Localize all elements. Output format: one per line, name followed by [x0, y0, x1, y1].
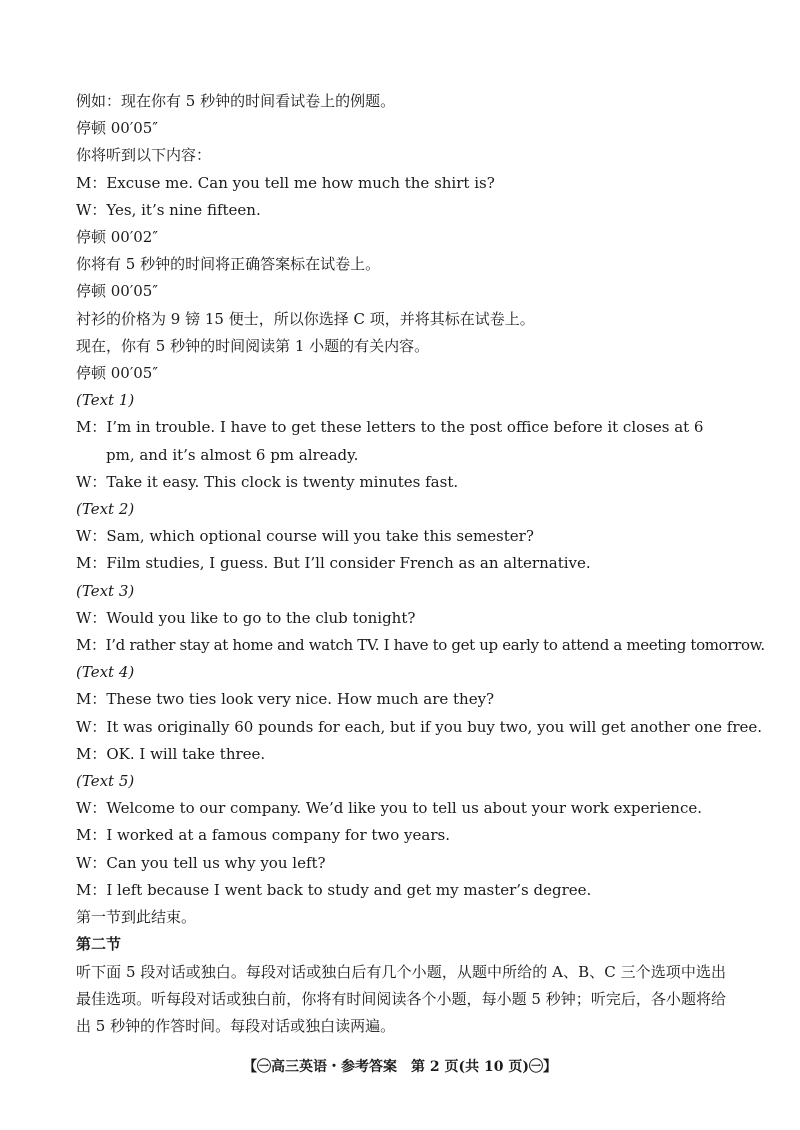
pause-marker: 停顿 00′02″ [76, 228, 158, 247]
text-label: (Text 3) [76, 581, 135, 600]
document-content [76, 88, 765, 1040]
pause-marker: 停顿 00′05″ [76, 119, 158, 138]
example-instruction: 例如：现在你有 5 秒钟的时间看试卷上的例题。 [76, 92, 396, 110]
dialogue-line: W：Take it easy. This clock is twenty minutes fast. [76, 472, 459, 491]
dialogue-line: M：I’m in trouble. I have to get these letters to the post office before it closes at 6 pm, and it’s almost 6 pm already. [76, 418, 704, 464]
text-label: (Text 1) [76, 391, 135, 410]
dialogue-line: M：OK. I will take three. [76, 744, 266, 763]
text-label: (Text 4) [76, 663, 135, 682]
dialogue-line: M：These two ties look very nice. How much are they? [76, 690, 495, 709]
dialogue-line: M：I worked at a famous company for two years. [76, 826, 450, 845]
dialogue-line: W：It was originally 60 pounds for each, but if you buy two, you will get another one free. [76, 717, 763, 736]
dialogue-line: M：I left because I went back to study and get my master’s degree. [76, 880, 592, 899]
pause-marker: 停顿 00′05″ [76, 364, 158, 383]
example-dialogue-line: W：Yes, it’s nine fifteen. [76, 200, 261, 219]
pause-marker: 停顿 00′05″ [76, 282, 158, 301]
dialogue-line: W：Would you like to go to the club tonight? [76, 608, 416, 627]
page-footer: 【㊀高三英语・参考答案 第 2 页(共 10 页)㊀】 [243, 1059, 557, 1075]
section-two-title: 第二节 [76, 935, 122, 954]
text-label: (Text 5) [76, 772, 135, 791]
dialogue-line: W：Can you tell us why you left? [76, 853, 326, 872]
section-two-instructions: 听下面 5 段对话或独白。每段对话或独白后有几个小题，从题中所给的 A、B、C 三个选项中选出最佳选项。听每段对话或独白前，你将有时间阅读各个小题，每小题 5 秒钟；听完后，各小题将给出 5 秒钟的作答时间。每段对话或独白读两遍。 [76, 962, 726, 1035]
dialogue-line: W：Welcome to our company. We’d like you to tell us about your work experience. [76, 799, 703, 818]
dialogue-line: W：Sam, which optional course will you take this semester? [76, 527, 534, 546]
example-dialogue-line: M：Excuse me. Can you tell me how much the shirt is? [76, 173, 495, 192]
reading-instruction: 现在，你有 5 秒钟的时间阅读第 1 小题的有关内容。 [76, 336, 430, 355]
dialogue-line: M：I’d rather stay at home and watch TV. I have to get up early to attend a meeting tomorrow. [76, 636, 765, 655]
dialogue-line: M：Film studies, I guess. But I’ll consider French as an alternative. [76, 554, 591, 573]
answer-instruction: 你将有 5 秒钟的时间将正确答案标在试卷上。 [76, 255, 381, 274]
text-label: (Text 2) [76, 500, 135, 519]
section-end: 第一节到此结束。 [76, 908, 197, 927]
listen-intro: 你将听到以下内容： [76, 146, 212, 165]
example-explanation: 衬衫的价格为 9 镑 15 便士，所以你选择 C 项，并将其标在试卷上。 [76, 309, 535, 328]
